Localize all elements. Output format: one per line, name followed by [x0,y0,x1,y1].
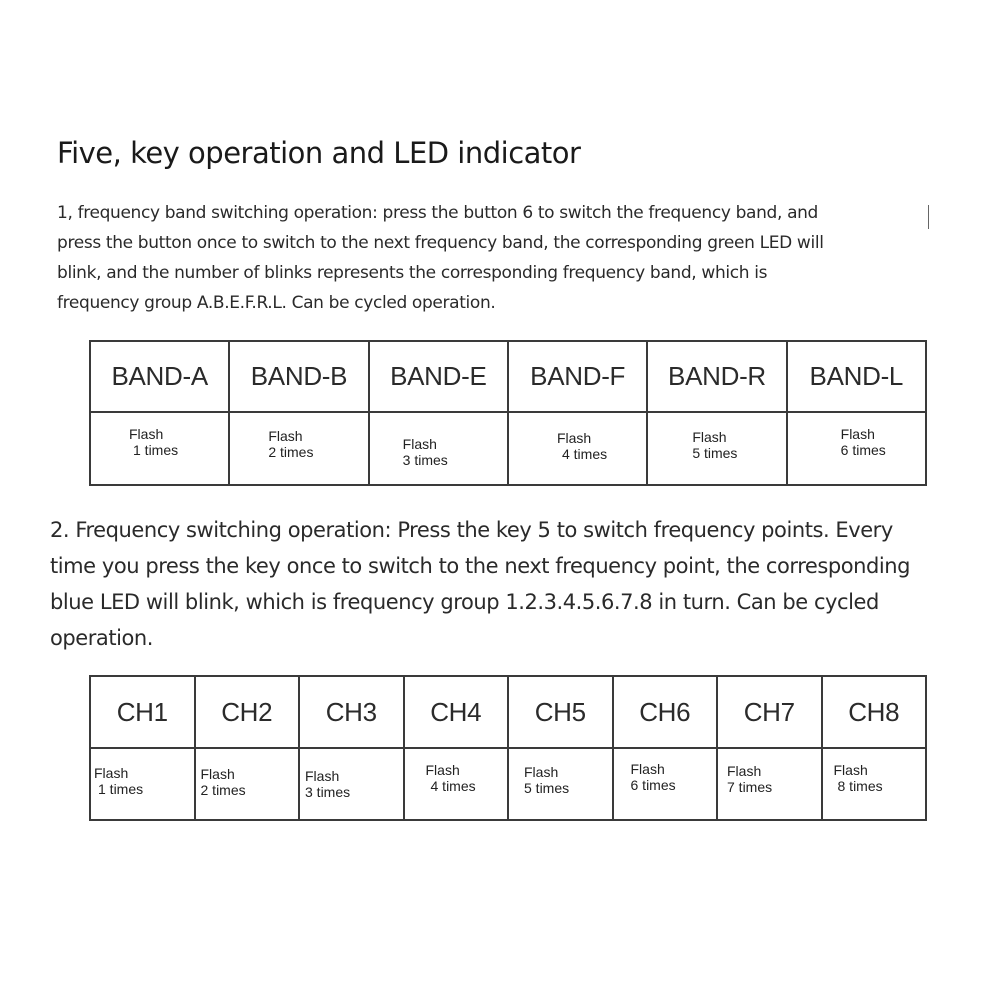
band-description-line-3: blink, and the number of blinks represents the corresponding frequency band, which is [57,263,768,283]
channel-flash-cell [195,748,300,820]
flash-label: Flash [556,429,592,446]
channel-header-cell: CH2 [195,676,300,748]
band-flash-cell [508,412,647,485]
flash-label: Flash [524,764,559,780]
band-description-line-4: frequency group A.B.E.F.R.L. Can be cycled operation. [57,293,496,313]
flash-label: Flash [268,427,303,444]
flash-label: Flash [129,425,164,442]
band-flash-cell [90,412,229,485]
band-description-line-2: press the button once to switch to the next frequency band, the corresponding green LED will [57,233,824,253]
channel-description-line-3: blue LED will blink, which is frequency group 1.2.3.4.5.6.7.8 in turn. Can be cycled [50,590,879,614]
flash-label: Flash [402,435,437,452]
flash-count: 7 times [727,779,773,795]
channel-flash-cell [613,748,718,820]
band-header-cell: BAND-A [90,341,229,412]
flash-count: 3 times [402,451,448,468]
channel-header-cell: CH5 [508,676,613,748]
flash-label: Flash [692,428,727,445]
flash-label: Flash [200,766,235,782]
band-flash-cell [787,412,926,485]
channel-description-line-4: operation. [50,626,154,650]
flash-count: 2 times [268,443,314,460]
flash-count: 2 times [200,782,246,798]
band-header-cell: BAND-L [787,341,926,412]
channel-flash-cell [822,748,927,820]
channel-header-cell: CH4 [404,676,509,748]
flash-label: Flash [727,763,762,779]
channel-header-cell: CH6 [613,676,718,748]
channel-header-cell: CH7 [717,676,822,748]
flash-count: 5 times [692,444,738,461]
channel-flash-table [89,675,927,821]
channel-flash-cell [508,748,613,820]
band-header-cell: BAND-E [369,341,508,412]
channel-flash-cell [717,748,822,820]
channel-header-cell: CH1 [90,676,195,748]
channel-header-cell: CH8 [822,676,927,748]
channel-flash-row [90,748,926,820]
band-header-cell: BAND-F [508,341,647,412]
channel-header-row [90,676,926,748]
band-flash-cell [369,412,508,485]
channel-flash-cell [90,748,195,820]
flash-count: 3 times [305,784,351,800]
margin-mark [928,205,929,229]
band-flash-row [90,412,926,485]
band-switching-description [57,198,937,318]
channel-description-line-2: time you press the key once to switch to the next frequency point, the corresponding [50,554,911,578]
band-header-cell: BAND-B [229,341,368,412]
flash-label: Flash [833,762,868,778]
flash-count: 6 times [630,777,676,793]
flash-label: Flash [425,762,460,778]
band-flash-table [89,340,927,486]
flash-count: 1 times [133,441,179,458]
band-flash-cell [647,412,786,485]
band-description-line-1: 1, frequency band switching operation: press the button 6 to switch the frequency band, and [57,203,818,223]
flash-count: 6 times [840,441,886,458]
band-header-row [90,341,926,412]
channel-switching-description [50,512,1000,656]
section-heading: Five, key operation and LED indicator [57,136,581,170]
channel-header-cell: CH3 [299,676,404,748]
band-header-cell: BAND-R [647,341,786,412]
flash-count: 5 times [524,780,570,796]
band-flash-cell [229,412,368,485]
flash-count: 4 times [561,445,608,462]
channel-description-line-1: 2. Frequency switching operation: Press the key 5 to switch frequency points. Every [50,518,893,542]
channel-flash-cell [299,748,404,820]
flash-count: 1 times [98,781,144,797]
channel-flash-cell [404,748,509,820]
flash-label: Flash [840,425,875,442]
flash-label: Flash [305,768,340,784]
flash-label: Flash [94,765,129,781]
flash-label: Flash [630,761,665,777]
flash-count: 8 times [837,778,883,794]
flash-count: 4 times [430,778,476,794]
